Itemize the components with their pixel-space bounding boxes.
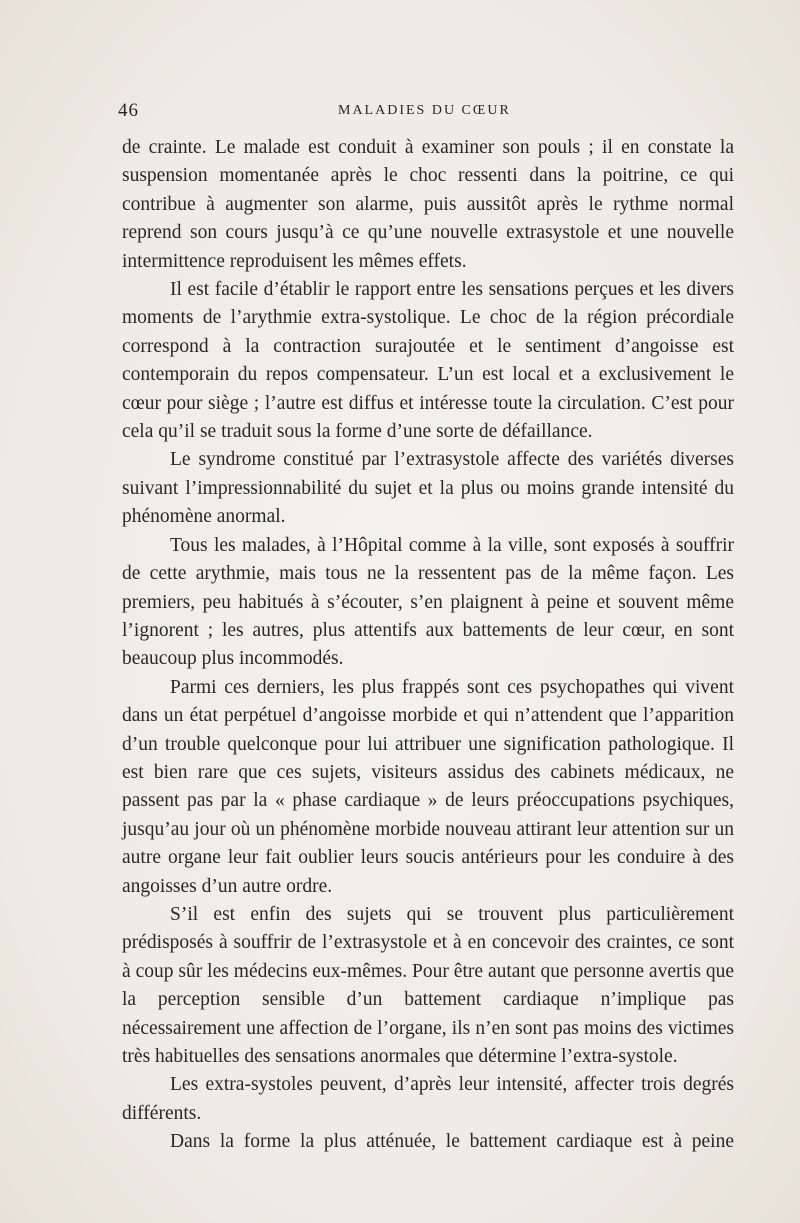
body-text xyxy=(122,134,734,1157)
paragraph-continuation: de crainte. Le malade est conduit à examiner son pouls ; il en constate la suspension momentanée après le choc ressenti dans la poitrine, ce qui contribue à augmenter son alarme, puis aussitôt après le rythme normal reprend son cours jusqu’à ce qu’une nouvelle extrasystole et une nouvelle intermittence reproduisent les mêmes effets. xyxy=(122,137,734,272)
page-number: 46 xyxy=(118,100,139,121)
paragraph: Tous les malades, à l’Hôpital comme à la ville, sont exposés à souffrir de cette arythmie, mais tous ne la ressentent pas de la même façon. Les premiers, peu habitués à s’écouter, s’en plaignent à peine et souvent même l’ignorent ; les autres, plus attentifs aux battements de leur cœur, en sont beaucoup plus incommodés. xyxy=(122,534,734,670)
running-head: MALADIES DU CŒUR xyxy=(338,103,511,118)
paragraph: S’il est enfin des sujets qui se trouvent plus particulièrement prédisposés à souffrir de l’extrasystole et à en concevoir des craintes, ce sont à coup sûr les médecins eux-mêmes. Pour être autant que personne avertis que la perception sensible d’un battement cardiaque n’implique pas nécessairement une affection de l’organe, ils n’en sont pas moins des victimes très habituelles des sensations anormales que détermine l’extra-systole. xyxy=(122,903,734,1067)
paragraph: Le syndrome constitué par l’extrasystole affecte des variétés diverses suivant l’impressionnabilité du sujet et la plus ou moins grande intensité du phénomène anormal. xyxy=(122,449,734,528)
paragraph: Il est facile d’établir le rapport entre les sensations perçues et les divers moments de l’arythmie extra-systolique. Le choc de la région précordiale correspond à la contraction surajoutée et le sentiment d’angoisse est contemporain du repos compensateur. L’un est local et a exclusivement le cœur pour siège ; l’autre est diffus et intéresse toute la circulation. C’est pour cela qu’il se traduit sous la forme d’une sorte de défaillance. xyxy=(122,279,734,443)
paragraph: Parmi ces derniers, les plus frappés sont ces psychopathes qui vivent dans un état perpétuel d’angoisse morbide et qui n’attendent que l’apparition d’un trouble quelconque pour lui attribuer une signification pathologique. Il est bien rare que ces sujets, visiteurs assidus des cabinets médicaux, ne passent pas par la « phase cardiaque » de leurs préoccupations psychiques, jusqu’au jour où un phénomène morbide nouveau attirant leur attention sur un autre organe leur fait oublier leurs soucis antérieurs pour les conduire à des angoisses d’un autre ordre. xyxy=(122,676,734,897)
paragraph-continued: Dans la forme la plus atténuée, le battement cardiaque est à peine xyxy=(170,1131,734,1153)
paragraph: Les extra-systoles peuvent, d’après leur intensité, affecter trois degrés différents. xyxy=(122,1074,734,1124)
page-header xyxy=(118,100,748,124)
